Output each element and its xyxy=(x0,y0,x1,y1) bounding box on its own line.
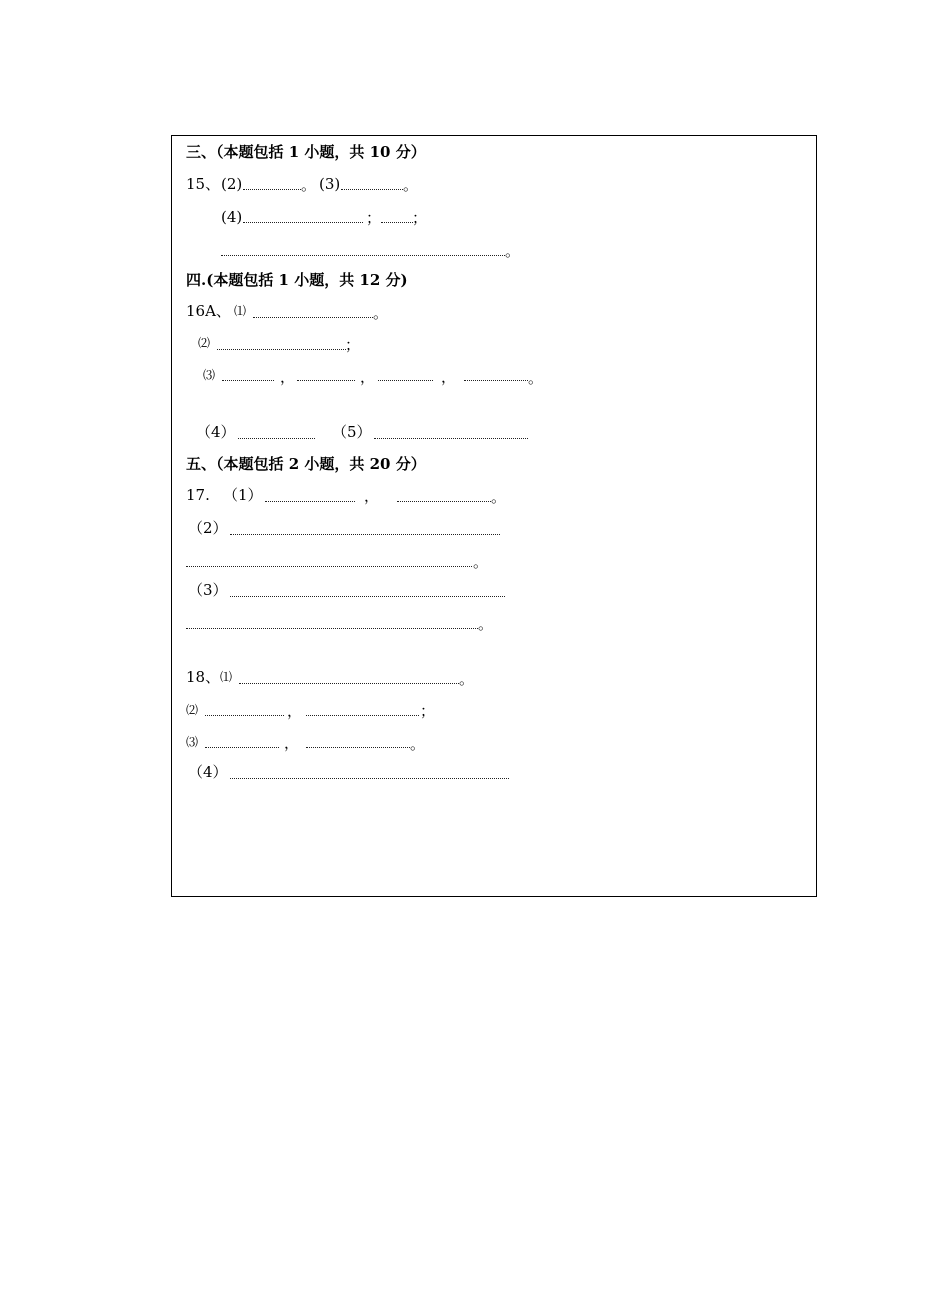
q17-part1-blank-2[interactable] xyxy=(397,501,491,502)
q18-part3-label: ⑶ xyxy=(186,735,199,749)
q17-part1-blank-1[interactable] xyxy=(265,501,355,502)
q16-part3-comma-2: ， xyxy=(360,368,376,386)
q15-part2-label: (2) xyxy=(221,175,243,193)
q16-part3-end: 。 xyxy=(528,369,544,387)
q16-part4-label: （4） xyxy=(196,423,236,441)
q16-part3-blank-4[interactable] xyxy=(464,380,528,381)
q16-part3-comma-3: ， xyxy=(441,368,457,386)
q17-part3-end: 。 xyxy=(478,615,494,633)
q16-part2-blank[interactable] xyxy=(217,349,346,350)
q15-part4-semicolon-1: ； xyxy=(366,209,382,227)
q15-part4-blank-3[interactable] xyxy=(221,255,505,256)
q15-part3-label: (3) xyxy=(319,175,341,193)
q17-part3-label: （3） xyxy=(188,581,228,599)
q18-part4-label: （4） xyxy=(188,763,228,781)
q15-part3-end: 。 xyxy=(403,176,419,194)
q16-part1-blank[interactable] xyxy=(253,317,373,318)
q15-part2-end: 。 xyxy=(301,176,317,194)
q18-part2-blank-2[interactable] xyxy=(306,715,419,716)
q18-number: 18、 xyxy=(186,668,221,686)
q16-part3-label: ⑶ xyxy=(203,368,216,382)
q16-part3-comma-1: ， xyxy=(280,368,296,386)
q17-number: 17. xyxy=(186,486,210,504)
q16-part3-blank-3[interactable] xyxy=(378,380,433,381)
q18-part3-blank-2[interactable] xyxy=(306,747,410,748)
q15-part3-blank[interactable] xyxy=(341,189,403,190)
section-5-heading: 五、（本题包括 2 小题，共 20 分） xyxy=(186,455,426,473)
q18-part1-label: ⑴ xyxy=(220,670,233,684)
q18-part1-end: 。 xyxy=(459,670,475,688)
q16-number: 16A、 xyxy=(186,302,231,320)
q17-part3-blank-2[interactable] xyxy=(186,628,478,629)
q15-part4-semicolon-2: ； xyxy=(412,209,428,227)
q18-part2-blank-1[interactable] xyxy=(205,715,284,716)
q18-part2-comma: ， xyxy=(287,702,303,720)
q16-part5-label: （5） xyxy=(332,423,372,441)
q17-part2-label: （2） xyxy=(188,519,228,537)
q16-part3-blank-2[interactable] xyxy=(297,380,355,381)
q17-part2-blank-1[interactable] xyxy=(230,534,500,535)
q16-part1-end: 。 xyxy=(373,304,389,322)
q16-part3-blank-1[interactable] xyxy=(222,380,274,381)
section-4-heading: 四.(本题包括 1 小题，共 12 分) xyxy=(186,271,408,289)
q16-part1-label: ⑴ xyxy=(234,304,247,318)
q18-part2-label: ⑵ xyxy=(186,703,199,717)
answer-sheet xyxy=(171,135,817,897)
q15-part4-blank-1[interactable] xyxy=(243,222,363,223)
q15-part4-label: (4) xyxy=(221,208,243,226)
q18-part3-end: 。 xyxy=(410,735,426,753)
q16-part2-label: ⑵ xyxy=(198,336,211,350)
q17-part1-label: （1） xyxy=(223,486,263,504)
q18-part2-semicolon: ； xyxy=(420,702,436,720)
q17-part3-blank-1[interactable] xyxy=(230,596,505,597)
q17-part2-end: 。 xyxy=(473,553,489,571)
section-3-heading: 三、（本题包括 1 小题，共 10 分） xyxy=(186,143,426,161)
q17-part1-end: 。 xyxy=(491,488,507,506)
q16-part2-semicolon: ； xyxy=(345,336,361,354)
q15-part4-end: 。 xyxy=(505,242,521,260)
q18-part4-blank[interactable] xyxy=(230,778,509,779)
q18-part3-comma: ， xyxy=(284,734,300,752)
q18-part3-blank-1[interactable] xyxy=(205,747,279,748)
q16-part5-blank[interactable] xyxy=(374,438,528,439)
q16-part4-blank[interactable] xyxy=(238,438,315,439)
q17-part2-blank-2[interactable] xyxy=(186,566,472,567)
q17-part1-comma: ， xyxy=(364,487,380,505)
q15-part2-blank[interactable] xyxy=(243,189,301,190)
q18-part1-blank[interactable] xyxy=(239,683,459,684)
q15-part4-blank-2[interactable] xyxy=(381,222,413,223)
q15-number: 15、 xyxy=(186,175,221,193)
